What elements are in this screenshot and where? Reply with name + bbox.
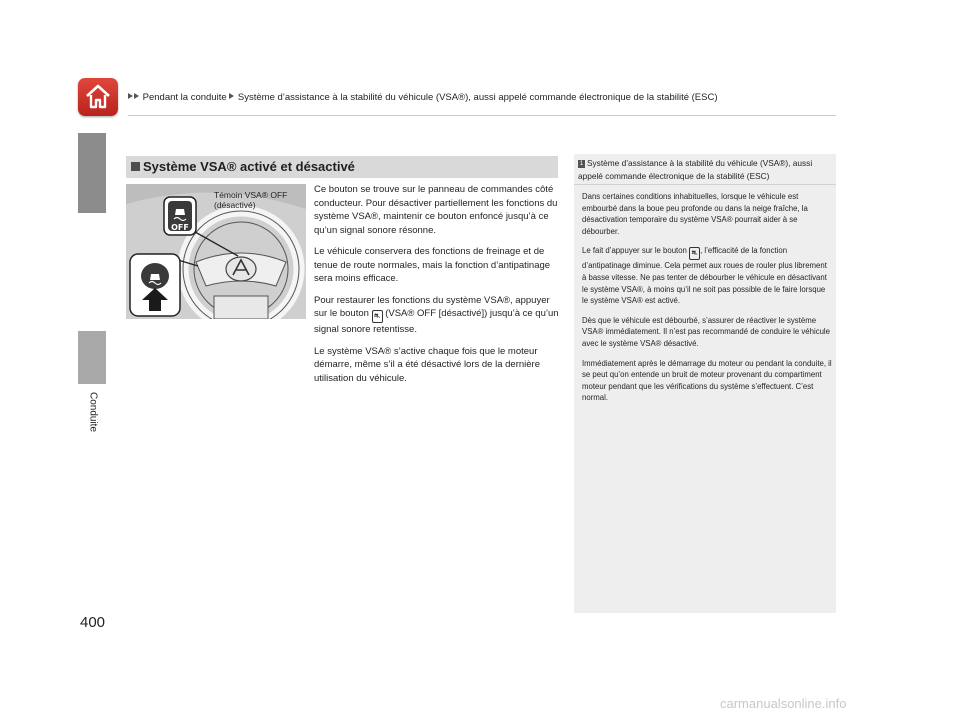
note-marker-icon: 1 (579, 161, 584, 167)
note-paragraph: Dans certaines conditions inhabituelles, lorsque le véhicule est embourbé dans la boue peu profonde ou dans la neige fraîche, la désactivation temporaire du système VSA® pourrait aider à se débourber. (582, 192, 808, 236)
header-divider (128, 115, 836, 116)
text-run: Pour restaurer les fonctions du système VSA®, appuyer sur le bouton (314, 294, 550, 319)
callout-label-line2: (désactivé) (214, 200, 256, 210)
note-paragraph: Immédiatement après le démarrage du moteur ou pendant la conduite, il se peut qu’on entende un bruit de moteur provenant du compartiment moteur pendant que les vérifications du système s’effectuent. C’est normal. (582, 358, 832, 403)
text-run: Le fait d’appuyer sur le bouton (582, 246, 690, 256)
section-square-icon (131, 162, 140, 171)
callout-label-line1: Témoin VSA® OFF (214, 190, 288, 200)
side-tab-marker (78, 133, 106, 213)
breadcrumb-current: Système d’assistance à la stabilité du véhicule (VSA®), aussi appelé commande électronique de la stabilité (ESC) (237, 92, 718, 103)
note-paragraph: Dès que le véhicule est débourbé, s’assurer de réactiver le système VSA® immédiatement. Il n’est pas recommandé de conduire le véhicule avec le système VSA® désactivé. (582, 315, 831, 348)
watermark: carmanualsonline.info (720, 696, 847, 711)
figure-callout (214, 190, 287, 210)
breadcrumb-arrow-icon (229, 93, 234, 99)
note-paragraph (582, 245, 832, 306)
main-body (314, 183, 560, 393)
page-number: 400 (80, 614, 106, 631)
section-title: Système VSA® activé et désactivé (143, 159, 355, 174)
paragraph (314, 294, 560, 337)
breadcrumb-arrow-icon (134, 93, 139, 99)
vsa-off-button-icon: ⛐ (689, 247, 700, 260)
breadcrumb (128, 92, 718, 103)
vsa-off-indicator-text: OFF (171, 223, 189, 232)
text-run: (VSA® OFF [désactivé]) jusqu’à ce qu’un signal sonore retentisse. (314, 308, 559, 335)
side-tab-chapter[interactable] (78, 331, 106, 384)
home-button[interactable] (78, 78, 118, 116)
note-body (582, 191, 832, 412)
paragraph: Ce bouton se trouve sur le panneau de commandes côté conducteur. Pour désactiver partiellement les fonctions du système VSA®, maintenir ce bouton enfoncé jusqu’à ce qu’un signal sonore résonne. (314, 184, 558, 236)
paragraph: Le véhicule conservera des fonctions de freinage et de tenue de route normales, mais la fonction d’antipatinage sera moins efficace. (314, 246, 551, 284)
paragraph: Le système VSA® s’active chaque fois que le moteur démarre, même s’il a été désactivé lors de la dernière utilisation du véhicule. (314, 345, 540, 384)
home-icon (84, 83, 112, 111)
note-divider (574, 184, 836, 185)
side-note-box (574, 154, 836, 613)
note-header (578, 157, 832, 183)
breadcrumb-arrow-icon (128, 93, 133, 99)
vsa-off-button-icon: ⛐ (372, 310, 383, 323)
section-header (126, 156, 558, 178)
note-title: Système d’assistance à la stabilité du véhicule (VSA®), aussi appelé commande électronique de la stabilité (ESC) (578, 158, 813, 181)
text-run: , l’efficacité de la fonction d’antipatinage diminue. Cela permet aux roues de rouler plus librement à basse vitesse. Ne pas tenter de débourber le véhicule en désactivant le système VSA®, à moins qu’il ne soit pas possible de le faire lorsque le système VSA® est activé. (582, 246, 827, 306)
side-tab-label: Conduite (87, 391, 99, 433)
breadcrumb-link-driving[interactable]: Pendant la conduite (142, 92, 227, 103)
